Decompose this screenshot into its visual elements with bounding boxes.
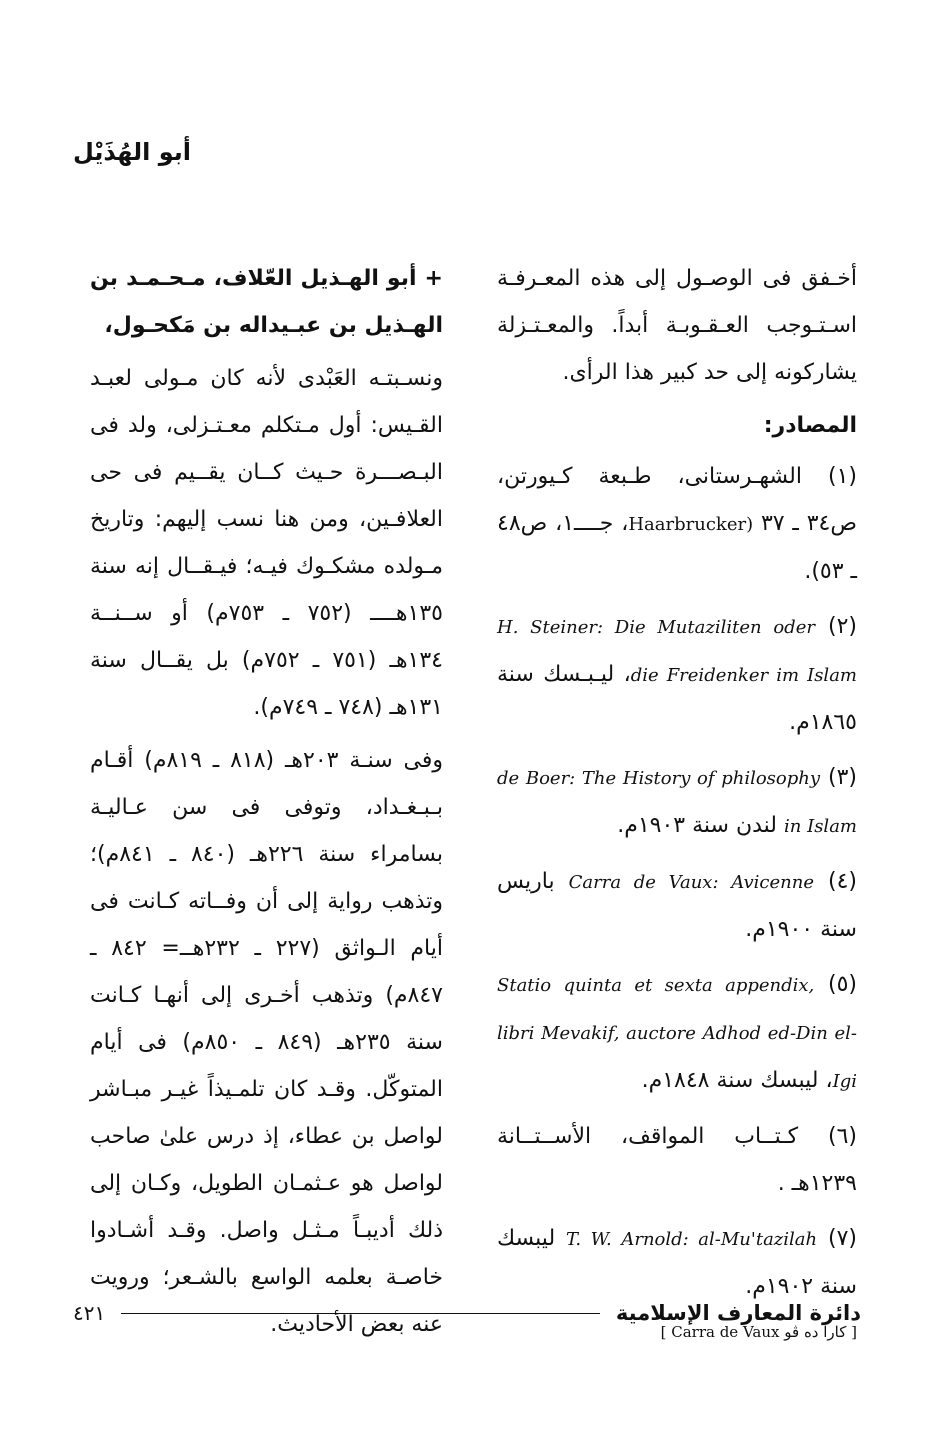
left-column [90,255,443,1354]
source-arabic-tail: ، ليـبـسك سنة ١٨٦٥م. [497,662,857,735]
entry-paragraph-1: ونسـبتـه العَبْدى لأنه كان مـولى لعبـد القـيس: أول مـتكلم معـتـزلى، ولد فى البـصـــرة حـيث كــان يقــيم فى حى العلافـين، ومن هنا نسب إليهم: وتاريخ مـولده مشكـوك فيـه؛ فيـقــال إنه سنة ١٣٥هــــ (٧٥٢ ـ ٧٥٣م) أو ســنــة ١٣٤هـ (٧٥١ ـ ٧٥٢م) بل يقــال سنة ١٣١هـ (٧٤٨ ـ ٧٤٩م). [90,366,443,720]
page-number: ٤٢١ [73,1301,106,1325]
footer-title: دائرة المعارف الإسلامية [615,1301,861,1325]
source-latin-title: T. W. Arnold: al-Mu'tazilah [566,1229,818,1250]
running-title: أبو الهُذَيْل [72,138,191,166]
entry-title: + أبو الهـذيل العّلاف، مـحـمـد بن الهـذيل بن عبـيداله بن مَكحـول، [90,266,443,338]
source-item [497,1215,857,1310]
entry-paragraph-2: وفى سنـة ٢٠٣هـ (٨١٨ ـ ٨١٩م) أقـام بـبـغـداد، وتوفى فى سن عـاليـة بسامراء سنة ٢٢٦هـ (٨٤٠ ـ ٨٤١م)؛ وتذهب رواية إلى أن وفــاته كـانت فى أيام الـواثق (٢٢٧ ـ ٢٣٢هــ= ٨٤٢ ـ ٨٤٧م) وتذهب أخـرى إلى أنهـا كـانت سنة ٢٣٥هـ (٨٤٩ ـ ٨٥٠م) فى أيام المتوكّل. وقـد كان تلمـيذاً غيـر مبـاشر لواصل بن عطاء، إذ درس علىٰ صاحب لواصل هو عـثمـان الطويل، وكـان إلى ذلك أديبـاً مـثـل واصل. وقـد أشـادوا خاصـة بعلمه الواسع بالشـعر؛ ورويت عنه بعض الأحاديث. [90,748,444,1337]
source-arabic-tail: ليبسك سنة ١٩٠٢م. [497,1226,857,1299]
page-footer [73,1298,861,1328]
source-item [497,453,857,595]
source-arabic-lead: (٦) كـتــاب المواقف، الأســتــانة ١٢٣٩هـ . [497,1124,857,1196]
sources-list [497,453,857,1310]
source-arabic-lead: (٤) [827,869,857,894]
right-column [497,255,857,1344]
source-arabic-tail: ، ليبسك سنة ١٨٤٨م. [641,1068,833,1093]
source-arabic-lead: (٢) [827,614,857,639]
source-arabic-tail: باريس سنة ١٩٠٠م. [497,869,857,942]
source-latin-title: Statio quinta et sexta appendix, libri Mevakif, auctore Adhod ed-Din el-Igi [497,975,857,1092]
source-latin-title: H. Steiner: Die Mutaziliten oder die Freidenker im Islam [497,617,857,686]
source-latin-title: de Boer: The History of philosophy in Islam [497,768,857,837]
footer-rule [121,1313,600,1314]
source-arabic-tail: لندن سنة ١٩٠٣م. [617,813,785,838]
source-item [497,603,857,746]
source-arabic-lead: (٣) [827,765,857,790]
source-item [497,961,857,1105]
source-latin-title: Carra de Vaux: Avicenne [568,872,814,893]
source-arabic-lead: (٧) [828,1226,858,1251]
sources-heading: المصادر: [763,413,857,438]
source-item [497,754,857,850]
source-arabic-tail: ، جــــ١، ص٤٨ ـ ٥٣). [497,511,857,584]
source-arabic-lead: (٥) [827,972,857,997]
intro-paragraph: أخـفق فى الوصـول إلى هذه المعـرفـة اسـتـوجب العـقـوبـة أبداً. والمعـتـزلة يشاركونه إلى حد كبير هذا الرأى. [497,266,857,385]
source-latin-title: Haarbrucker) [628,514,754,535]
source-item [497,858,857,953]
author-note: [ كارا ده ڤو Carra de Vaux ] [660,1323,857,1341]
source-item [497,1113,857,1207]
source-arabic-lead: (١) الشهـرستانى، طـبعة كـيورتن، ص٣٤ ـ ٣٧ [497,464,857,536]
